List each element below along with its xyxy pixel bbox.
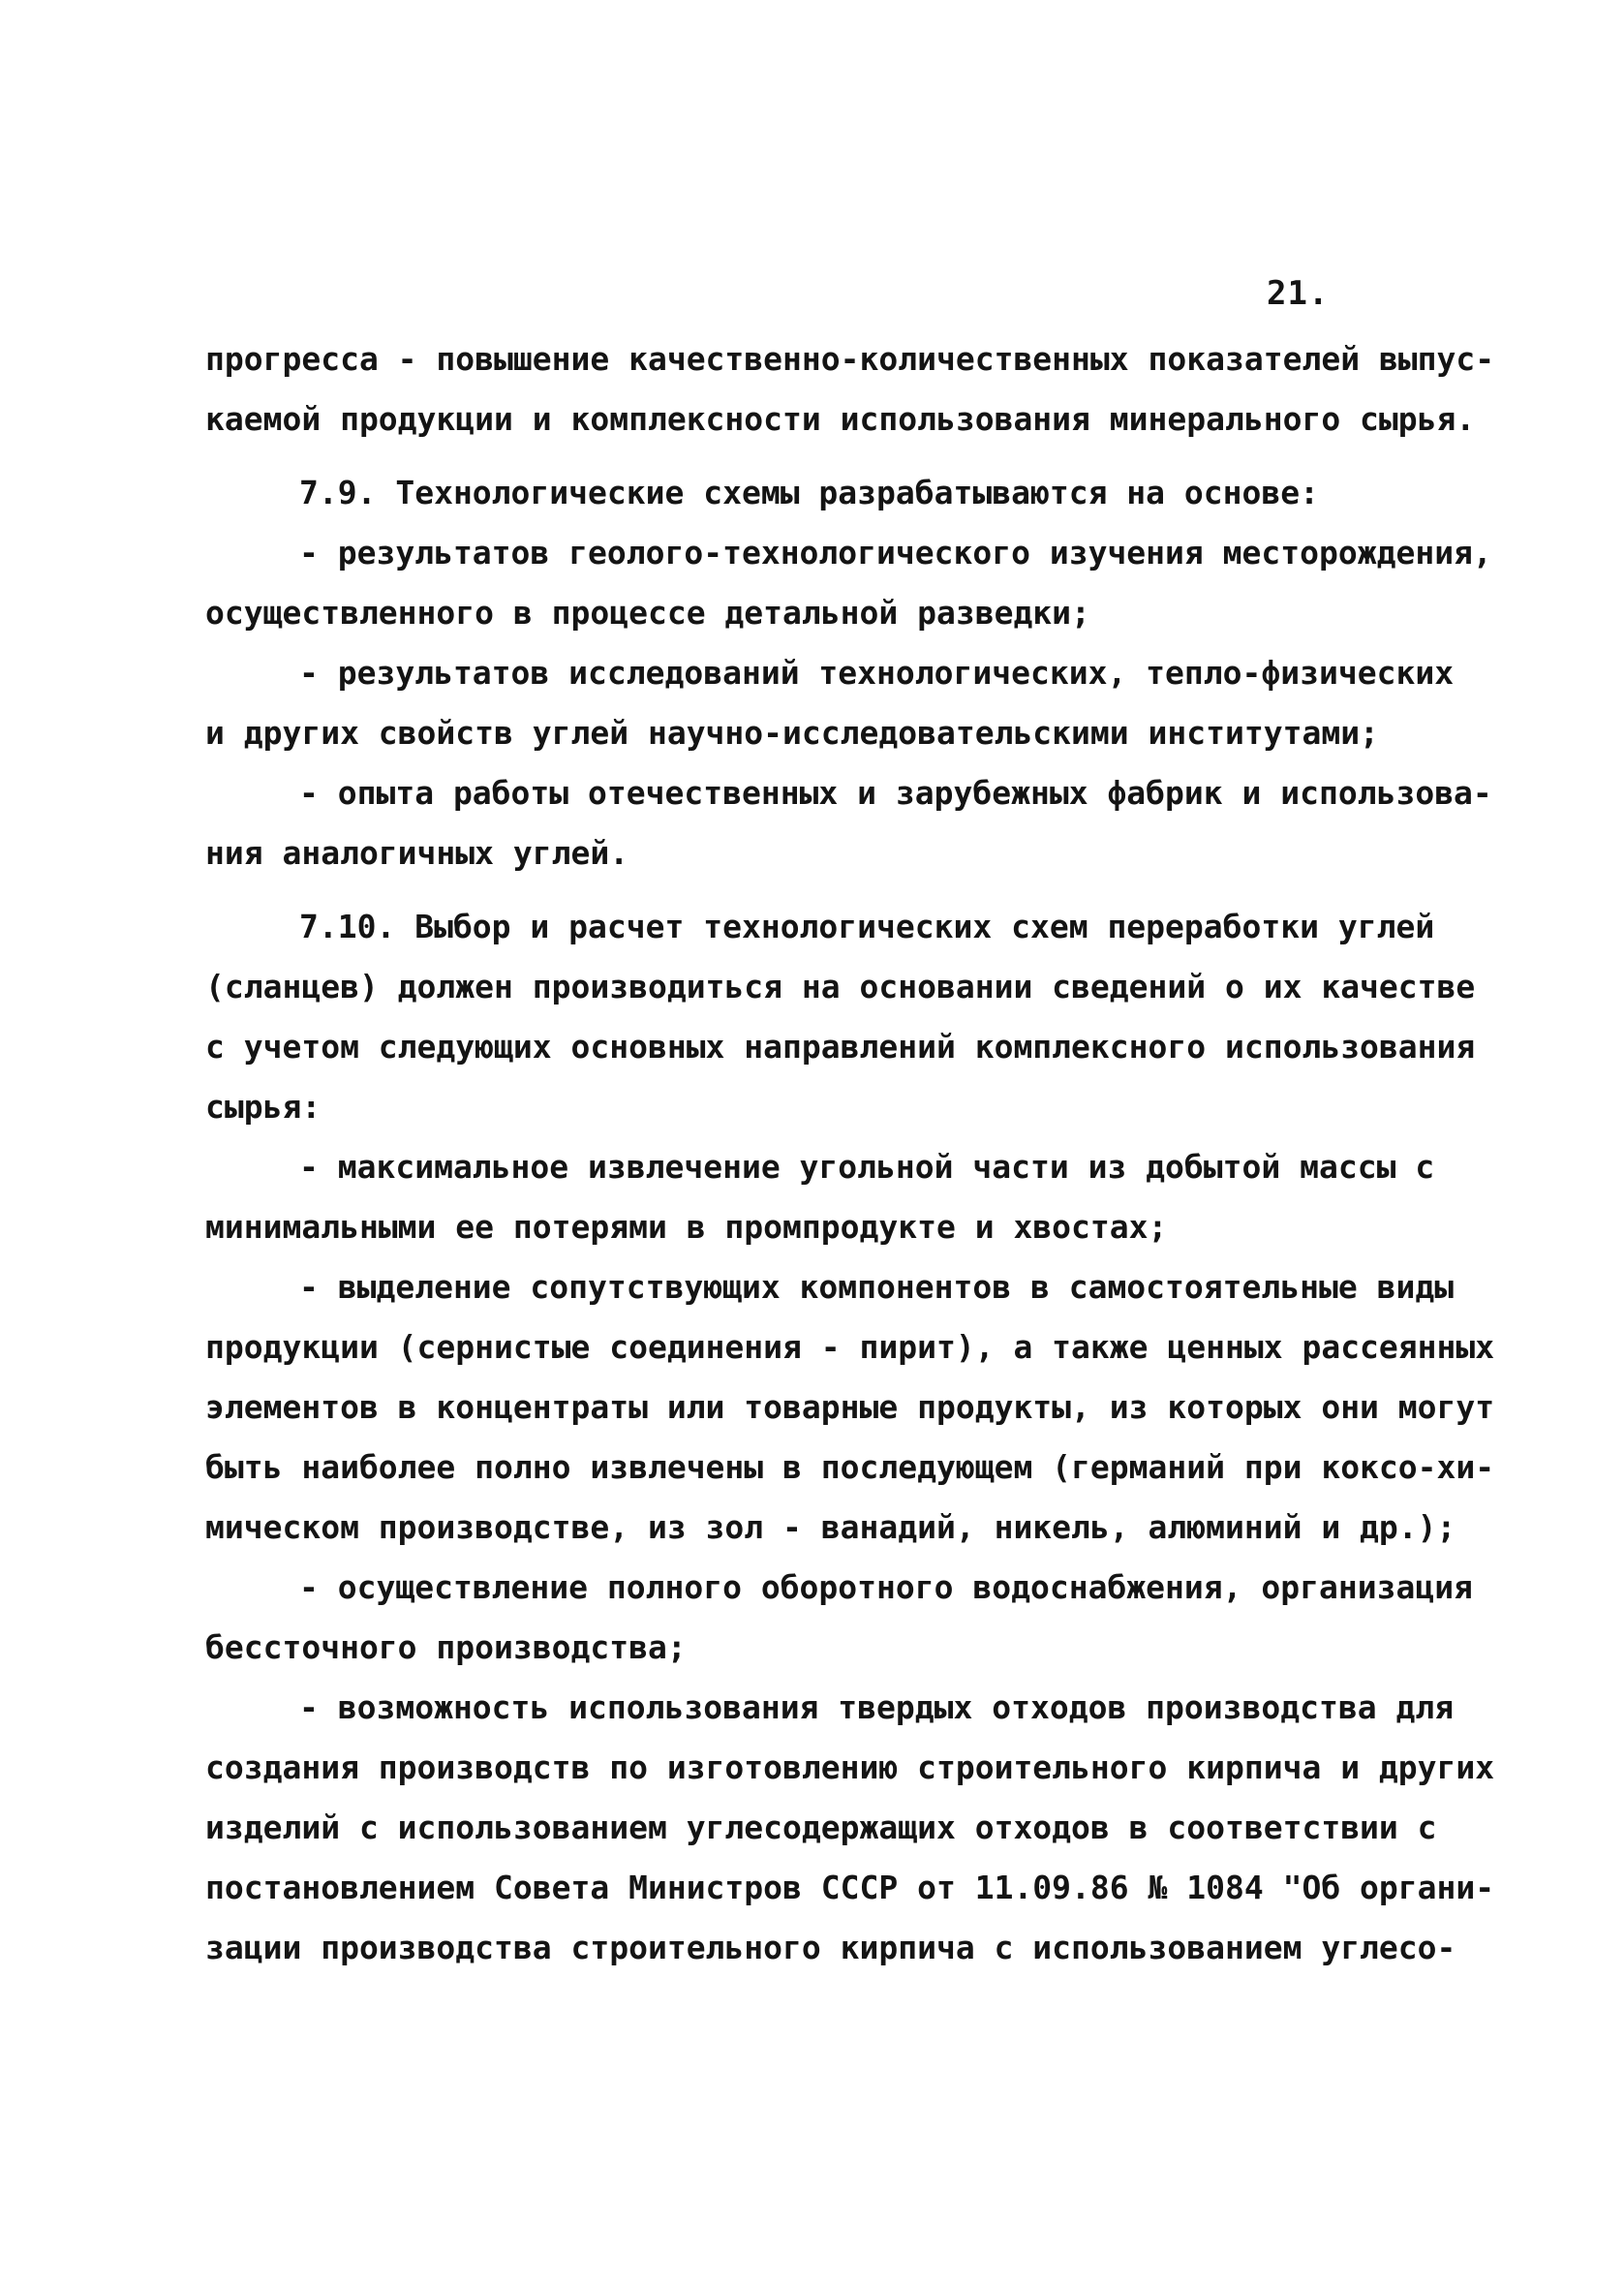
page-number: 21.	[1267, 274, 1330, 313]
text-line: - осуществление полного оборотного водоснабжения, организация	[299, 1568, 1473, 1606]
text-line: - результатов исследований технологических, тепло-физических	[299, 654, 1455, 692]
text-line: с учетом следующих основных направлений комплексного использования	[205, 1028, 1476, 1066]
text-line: зации производства строительного кирпича с использованием углесо-	[205, 1929, 1456, 1966]
text-line: - выделение сопутствующих компонентов в самостоятельные виды	[299, 1268, 1455, 1306]
text-line: бессточного производства;	[205, 1628, 687, 1666]
body-text	[205, 329, 1495, 1978]
text-line: - результатов геолого-технологического изучения месторождения,	[299, 534, 1492, 572]
section-7-10-heading: 7.10. Выбор и расчет технологических схем переработки углей	[299, 908, 1435, 945]
text-line: и других свойств углей научно-исследовательскими институтами;	[205, 714, 1379, 752]
text-line: осуществленного в процессе детальной разведки;	[205, 594, 1090, 632]
text-line: каемой продукции и комплексности использования минерального сырья.	[205, 400, 1476, 438]
text-line: создания производств по изготовлению строительного кирпича и других	[205, 1748, 1495, 1786]
text-line: ния аналогичных углей.	[205, 834, 629, 872]
text-line: (сланцев) должен производиться на основании сведений о их качестве	[205, 968, 1476, 1005]
text-line: сырья:	[205, 1088, 322, 1126]
text-line: продукции (сернистые соединения - пирит), а также ценных рассеянных	[205, 1328, 1495, 1366]
text-line: изделий с использованием углесодержащих отходов в соответствии с	[205, 1809, 1437, 1846]
text-line: прогресса - повышение качественно-количественных показателей выпус-	[205, 340, 1495, 378]
text-line: быть наиболее полно извлечены в последующем (германий при коксо-хи-	[205, 1448, 1495, 1486]
text-line: - возможность использования твердых отходов производства для	[299, 1688, 1455, 1726]
text-line: минимальными ее потерями в промпродукте и хвостах;	[205, 1208, 1168, 1246]
text-line: - опыта работы отечественных и зарубежных фабрик и использова-	[299, 774, 1492, 812]
section-7-9-heading: 7.9. Технологические схемы разрабатываются на основе:	[299, 474, 1319, 511]
text-line: - максимальное извлечение угольной части из добытой массы с	[299, 1148, 1435, 1186]
text-line: постановлением Совета Министров СССР от 11.09.86 № 1084 "Об органи-	[205, 1869, 1495, 1906]
text-line: элементов в концентраты или товарные продукты, из которых они могут	[205, 1388, 1495, 1426]
text-line: мическом производстве, из зол - ванадий, никель, алюминий и др.);	[205, 1508, 1456, 1546]
